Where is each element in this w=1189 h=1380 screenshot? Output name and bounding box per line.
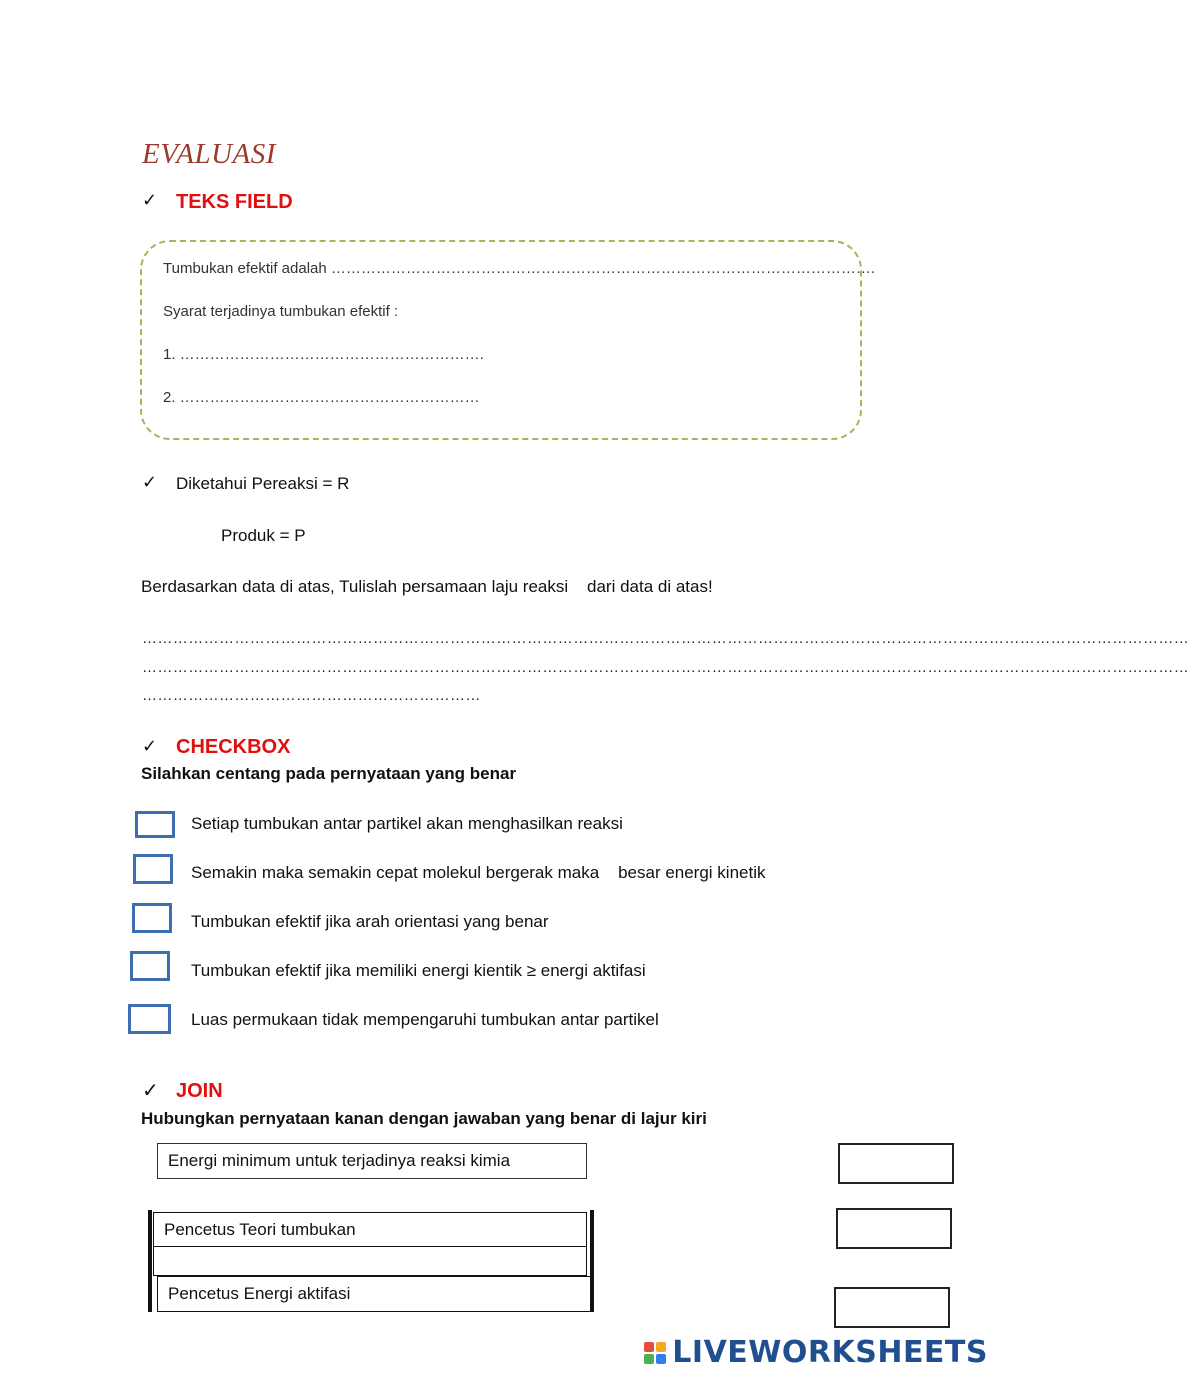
join-instruction: Hubungkan pernyataan kanan dengan jawaban yang benar di lajur kiri [141, 1109, 707, 1128]
checkbox-1[interactable] [135, 811, 175, 838]
join-item-3[interactable] [157, 1276, 591, 1312]
checkbox-3[interactable] [132, 903, 172, 933]
page-title: EVALUASI [142, 138, 276, 170]
teks-field-heading: TEKS FIELD [176, 191, 293, 213]
checkbox-label-3: Tumbukan efektif jika arah orientasi yang benar [191, 912, 549, 931]
checkbox-instruction: Silahkan centang pada pernyataan yang benar [141, 764, 517, 783]
answer-dots-line-1[interactable]: …………………………………………………………………………………………………………………………………………………………………………………… [142, 630, 1189, 647]
checkbox-label-4: Tumbukan efektif jika memiliki energi kientik ≥ energi aktifasi [191, 961, 646, 980]
text-field-line-4[interactable]: 2. …………………………………………………… [163, 389, 480, 406]
join-item-1[interactable] [157, 1143, 587, 1179]
checkbox-2[interactable] [133, 854, 173, 884]
checkbox-label-5: Luas permukaan tidak mempengaruhi tumbukan antar partikel [191, 1010, 659, 1029]
join-item-label: Energi minimum untuk terjadinya reaksi kimia [168, 1151, 511, 1170]
join-answer-box-3[interactable] [834, 1287, 950, 1328]
check-mark-icon: ✓ [142, 1078, 159, 1102]
join-answer-box-1[interactable] [838, 1143, 954, 1184]
text-field-line-1[interactable]: Tumbukan efektif adalah ………………………………………………………………………………………………. [163, 260, 876, 277]
join-item-label: Pencetus Energi aktifasi [168, 1284, 351, 1303]
diketahui-question: Berdasarkan data di atas, Tulislah persamaan laju reaksi dari data di atas! [141, 577, 713, 596]
text-field-line-3[interactable]: 1. ……………………………………………………. [163, 346, 484, 363]
join-divider-box [153, 1246, 587, 1276]
answer-dots-line-3[interactable]: ………………………………………………………… [142, 687, 481, 704]
join-heading: JOIN [176, 1080, 223, 1102]
check-mark-icon: ✓ [142, 190, 158, 211]
checkbox-5[interactable] [128, 1004, 171, 1034]
join-item-label: Pencetus Teori tumbukan [164, 1219, 356, 1239]
checkbox-label-1: Setiap tumbukan antar partikel akan menghasilkan reaksi [191, 814, 623, 833]
check-mark-icon: ✓ [142, 736, 158, 757]
join-item-2[interactable] [153, 1212, 587, 1247]
liveworksheets-logo [644, 1335, 988, 1370]
diketahui-reactant: Diketahui Pereaksi = R [176, 474, 350, 493]
liveworksheets-logo-icon [644, 1342, 666, 1364]
diketahui-product: Produk = P [221, 526, 306, 545]
checkbox-4[interactable] [130, 951, 170, 981]
checkbox-heading: CHECKBOX [176, 736, 291, 758]
checkbox-label-2: Semakin maka semakin cepat molekul bergerak maka besar energi kinetik [191, 863, 766, 882]
check-mark-icon: ✓ [142, 472, 158, 493]
text-field-line-2: Syarat terjadinya tumbukan efektif : [163, 303, 399, 320]
join-answer-box-2[interactable] [836, 1208, 952, 1249]
liveworksheets-logo-text: LIVEWORKSHEETS [672, 1335, 988, 1370]
answer-dots-line-2[interactable]: …………………………………………………………………………………………………………………………………………………………………………………… [142, 659, 1189, 676]
